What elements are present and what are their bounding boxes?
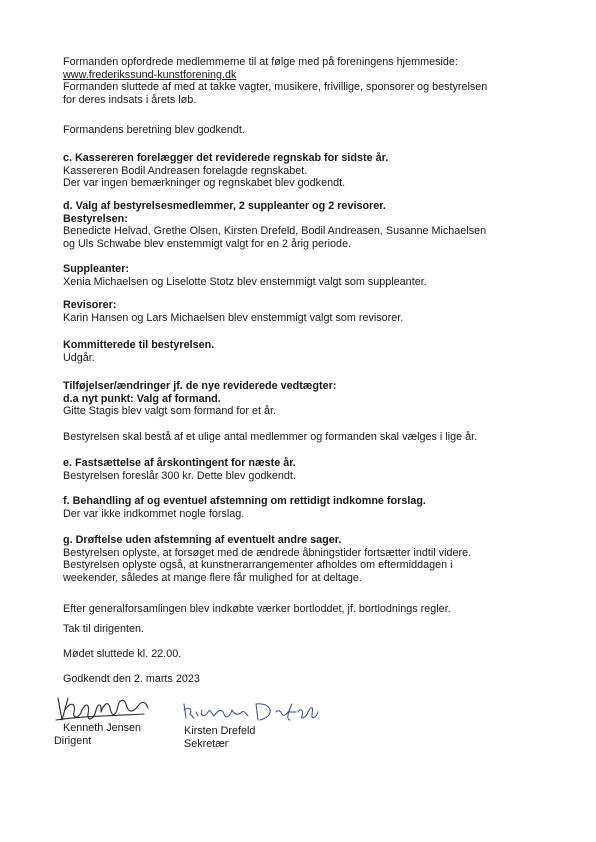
intro-line: for deres indsats i årets løb. bbox=[63, 93, 197, 106]
revisorer-heading: Revisorer: bbox=[63, 299, 117, 311]
bestyrelse-rule bbox=[63, 431, 543, 444]
section-g-line: weekender, således at mange flere får mulighed for at deltage. bbox=[63, 571, 362, 584]
tak-text: Tak til dirigenten. bbox=[63, 623, 145, 635]
section-c-heading: c. Kassereren forelægger det reviderede regnskab for sidste år. bbox=[63, 152, 389, 164]
signature-block-left bbox=[52, 690, 162, 750]
signature-role-right: Sekretær bbox=[184, 738, 229, 750]
section-d-heading: d. Valg af bestyrelsesmedlemmer, 2 suppleanter og 2 revisorer. bbox=[63, 200, 386, 212]
tilfoejelser-line: Gitte Stagis blev valgt som formand for et år. bbox=[63, 405, 277, 418]
section-f-line: Der var ikke indkommet nogle forslag. bbox=[63, 507, 245, 520]
kommitterede-section bbox=[63, 339, 543, 364]
tilfoejelser-section bbox=[63, 380, 543, 418]
section-g bbox=[63, 534, 543, 584]
godkendt-text: Godkendt den 2. marts 2023 bbox=[63, 673, 200, 685]
signature-name-left: Kenneth Jensen bbox=[63, 722, 142, 734]
website-link[interactable]: www.frederikssund-kunstforening.dk bbox=[63, 68, 237, 81]
section-e-heading: e. Fastsættelse af årskontingent for næste år. bbox=[63, 457, 296, 469]
section-d-line: Benedicte Helvad, Grethe Olsen, Kirsten Drefeld, Bodil Andreasen, Susanne Michaelsen bbox=[63, 225, 487, 238]
signature-role-left: Dirigent bbox=[54, 735, 92, 747]
signature-block-right bbox=[180, 698, 330, 754]
section-c bbox=[63, 152, 543, 190]
suppleanter-section bbox=[63, 263, 543, 288]
tilfoejelser-heading: Tilføjelser/ændringer jf. de nye reviderede vedtægter: bbox=[63, 380, 337, 392]
section-g-line: Bestyrelsen oplyste, at forsøget med de ændrede åbningstider fortsætter indtil videre. bbox=[63, 546, 472, 559]
suppleanter-heading: Suppleanter: bbox=[63, 263, 129, 275]
section-c-line: Der var ingen bemærkninger og regnskabet blev godkendt. bbox=[63, 177, 346, 190]
handwritten-signature-right bbox=[180, 698, 330, 726]
section-c-line: Kassereren Bodil Andreasen forelagde regnskabet. bbox=[63, 164, 308, 177]
sluttede-section bbox=[63, 648, 543, 661]
bestyrelse-rule-text: Bestyrelsen skal bestå af et ulige antal medlemmer og formanden skal vælges i lige år. bbox=[63, 431, 478, 443]
bortlodning-text: Efter generalforsamlingen blev indkøbte værker bortloddet, jf. bortlodnings regler. bbox=[63, 603, 451, 615]
suppleanter-line: Xenia Michaelsen og Liselotte Stotz blev enstemmigt valgt som suppleanter. bbox=[63, 275, 427, 288]
tilfoejelser-subheading: d.a nyt punkt: Valg af formand. bbox=[63, 392, 221, 405]
section-d-subheading: Bestyrelsen: bbox=[63, 212, 128, 225]
intro-line: Formanden opfordrede medlemmerne til at følge med på foreningens hjemmeside: bbox=[63, 56, 458, 68]
section-d bbox=[63, 200, 543, 250]
signature-name-right: Kirsten Drefeld bbox=[184, 725, 256, 737]
beretning-text: Formandens beretning blev godkendt. bbox=[63, 124, 245, 136]
tak-section bbox=[63, 623, 543, 636]
section-g-line: Bestyrelsen oplyste også, at kunstnerarrangementer afholdes om eftermiddagen i bbox=[63, 559, 453, 572]
bortlodning-section bbox=[63, 603, 543, 616]
beretning-section bbox=[63, 124, 543, 137]
section-e bbox=[63, 457, 543, 482]
intro-section bbox=[63, 56, 543, 106]
section-d-line: og Uls Schwabe blev enstemmigt valgt for en 2 årig periode. bbox=[63, 237, 352, 250]
section-f bbox=[63, 495, 543, 520]
revisorer-line: Karin Hansen og Lars Michaelsen blev enstemmigt valgt som revisorer. bbox=[63, 311, 404, 324]
section-g-heading: g. Drøftelse uden afstemning af eventuelt andre sager. bbox=[63, 534, 342, 546]
sluttede-text: Mødet sluttede kl. 22.00. bbox=[63, 648, 182, 660]
revisorer-section bbox=[63, 299, 543, 324]
section-e-line: Bestyrelsen foreslår 300 kr. Dette blev godkendt. bbox=[63, 469, 296, 482]
godkendt-section bbox=[63, 673, 543, 686]
kommitterede-line: Udgår. bbox=[63, 351, 95, 364]
kommitterede-heading: Kommitterede til bestyrelsen. bbox=[63, 339, 215, 351]
section-f-heading: f. Behandling af og eventuel afstemning om rettidigt indkomne forslag. bbox=[63, 495, 426, 507]
intro-line: Formanden sluttede af med at takke vagter, musikere, frivillige, sponsorer og bestyrelsen bbox=[63, 81, 488, 94]
